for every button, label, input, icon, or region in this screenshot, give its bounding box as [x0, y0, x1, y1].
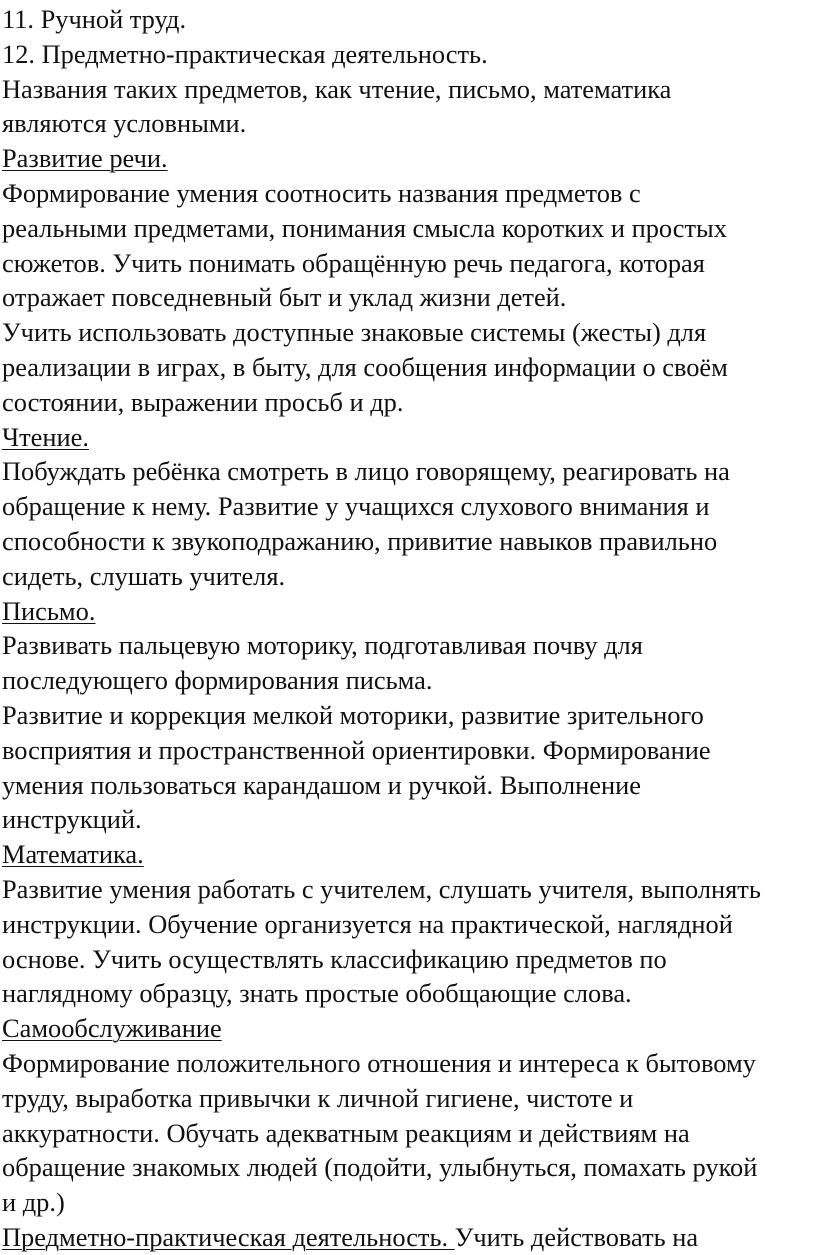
- line-text: Побуждать ребёнка смотреть в лицо говорящему, реагировать на: [2, 456, 730, 487]
- text-line: [2, 942, 814, 977]
- line-text: Развитие и коррекция мелкой моторики, развитие зрительного: [2, 699, 704, 730]
- text-line: [2, 315, 814, 350]
- section-heading: Математика.: [2, 839, 144, 870]
- line-text: 12. Предметно-практическая деятельность.: [2, 38, 488, 69]
- text-line: [2, 454, 814, 489]
- line-text: реальными предметами, понимания смысла коротких и простых: [2, 212, 727, 243]
- section-heading: Чтение.: [2, 421, 89, 452]
- line-text: Формирование умения соотносить названия предметов с: [2, 177, 641, 208]
- text-line: [2, 176, 814, 211]
- text-line: [2, 420, 814, 455]
- text-line: [2, 106, 814, 141]
- line-text: труду, выработка привычки к личной гигиене, чистоте и: [2, 1082, 634, 1113]
- line-text: сидеть, слушать учителя.: [2, 560, 286, 591]
- text-line: [2, 698, 814, 733]
- text-line: [2, 141, 814, 176]
- line-text: инструкций.: [2, 804, 142, 835]
- line-text: являются условными.: [2, 108, 247, 139]
- text-line: [2, 246, 814, 281]
- line-text: инструкции. Обучение организуется на практической, наглядной: [2, 908, 733, 939]
- text-line: [2, 1220, 814, 1255]
- text-line: [2, 733, 814, 768]
- text-line: [2, 1081, 814, 1116]
- text-line: [2, 628, 814, 663]
- line-text: основе. Учить осуществлять классификацию предметов по: [2, 943, 667, 974]
- line-text: наглядному образцу, знать простые обобщающие слова.: [2, 978, 632, 1009]
- text-line: [2, 211, 814, 246]
- text-line: [2, 1011, 814, 1046]
- line-text: 11. Ручной труд.: [2, 4, 187, 34]
- text-line: [2, 280, 814, 315]
- text-line: [2, 663, 814, 698]
- line-text: способности к звукоподражанию, привитие навыков правильно: [2, 525, 718, 556]
- line-text: Учить действовать на: [454, 1221, 699, 1252]
- text-line: [2, 872, 814, 907]
- line-text: отражает повседневный быт и уклад жизни детей.: [2, 282, 567, 313]
- line-text: умения пользоваться карандашом и ручкой. Выполнение: [2, 769, 641, 800]
- line-text: и др.): [2, 1187, 65, 1218]
- text-line: [2, 72, 814, 107]
- line-text: сюжетов. Учить понимать обращённую речь педагога, которая: [2, 247, 705, 278]
- section-heading: Письмо.: [2, 595, 96, 626]
- line-text: Развивать пальцевую моторику, подготавливая почву для: [2, 630, 643, 661]
- section-heading: Развитие речи.: [2, 143, 168, 174]
- text-line: [2, 1116, 814, 1151]
- text-line: [2, 1185, 814, 1220]
- text-line: [2, 1046, 814, 1081]
- line-text: аккуратности. Обучать адекватным реакциям и действиям на: [2, 1117, 690, 1148]
- text-line: [2, 802, 814, 837]
- text-line: [2, 837, 814, 872]
- line-text: Развитие умения работать с учителем, слушать учителя, выполнять: [2, 873, 761, 904]
- text-line: [2, 350, 814, 385]
- text-line: [2, 594, 814, 629]
- line-text: Названия таких предметов, как чтение, письмо, математика: [2, 73, 672, 104]
- text-line: [2, 2, 814, 37]
- text-line: [2, 385, 814, 420]
- text-line: [2, 907, 814, 942]
- line-text: последующего формирования письма.: [2, 665, 433, 696]
- document-page: [2, 2, 814, 1255]
- line-text: состоянии, выражении просьб и др.: [2, 386, 404, 417]
- text-line: [2, 559, 814, 594]
- line-text: восприятия и пространственной ориентировки. Формирование: [2, 734, 711, 765]
- text-line: [2, 37, 814, 72]
- line-text: Учить использовать доступные знаковые системы (жесты) для: [2, 317, 707, 348]
- line-text: реализации в играх, в быту, для сообщения информации о своём: [2, 351, 728, 382]
- section-heading: Самообслуживание: [2, 1013, 222, 1044]
- text-line: [2, 976, 814, 1011]
- line-text: обращение к нему. Развитие у учащихся слухового внимания и: [2, 491, 710, 522]
- text-line: [2, 524, 814, 559]
- line-text: обращение знакомых людей (подойти, улыбнуться, помахать рукой: [2, 1152, 758, 1183]
- text-line: [2, 1150, 814, 1185]
- section-heading: Предметно-практическая деятельность.: [2, 1221, 455, 1252]
- text-line: [2, 768, 814, 803]
- line-text: Формирование положительного отношения и интереса к бытовому: [2, 1047, 756, 1078]
- text-line: [2, 489, 814, 524]
